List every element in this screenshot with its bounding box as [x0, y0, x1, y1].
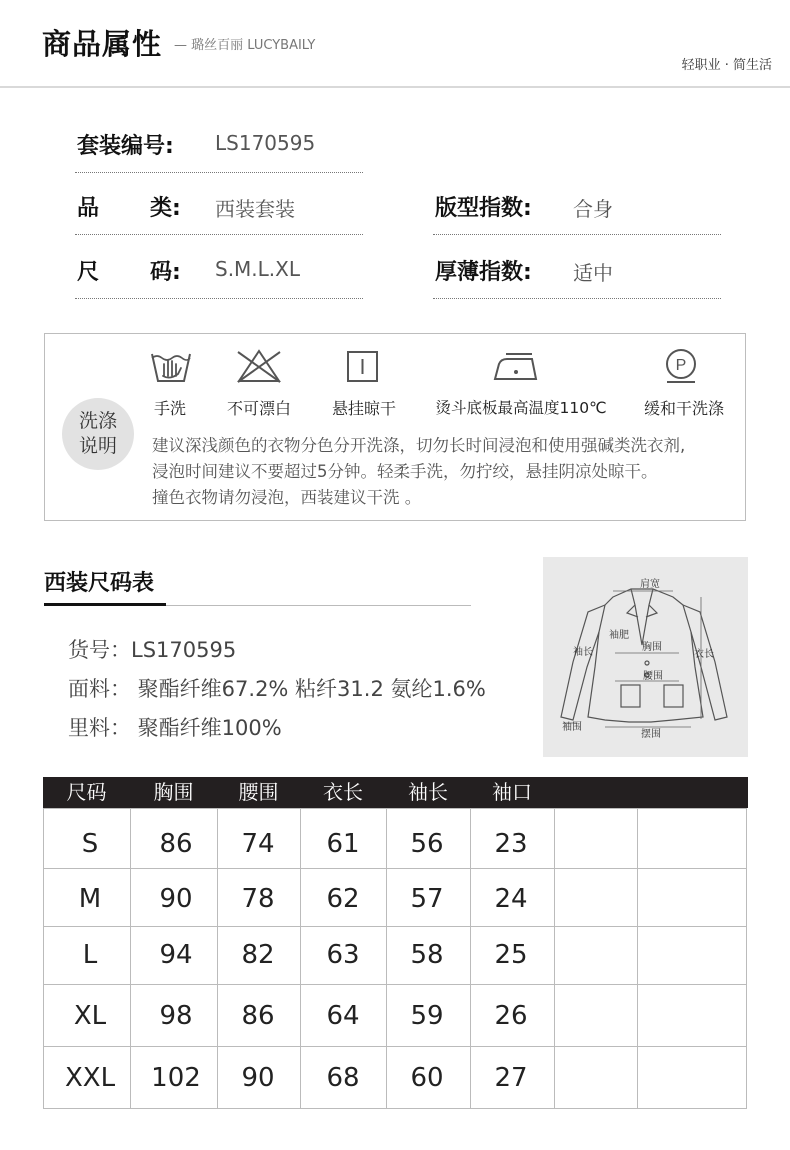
thickness-label: 厚薄指数:: [435, 260, 532, 285]
table-cell: 63: [326, 940, 360, 970]
table-cell: L: [82, 940, 98, 970]
size-table-body: [43, 808, 747, 1109]
table-cell: 82: [241, 940, 275, 970]
column-divider: [300, 809, 301, 1108]
divider-dotted: [433, 234, 721, 235]
fabric-composition: 面料： 聚酯纤维67.2% 粘纤31.2 氨纶1.6%: [68, 677, 486, 701]
measurement-diagram: [543, 557, 748, 757]
iron-label: 烫斗底板最高温度110℃: [435, 399, 607, 417]
table-cell: 98: [159, 1001, 193, 1031]
category-label-a: 品: [77, 196, 100, 221]
header-cuff: 袖口: [492, 780, 532, 804]
table-cell: 27: [494, 1063, 528, 1093]
header-waist: 腰围: [238, 780, 279, 804]
column-divider: [637, 809, 638, 1108]
diagram-label-shoulder: 肩宽: [640, 579, 660, 590]
size-chart-title: 西装尺码表: [44, 571, 155, 596]
column-divider: [130, 809, 131, 1108]
table-cell: 74: [241, 829, 275, 859]
svg-text:P: P: [675, 357, 687, 374]
diagram-label-sleeve-length: 袖长: [573, 647, 593, 658]
table-cell: 26: [494, 1001, 528, 1031]
header-size: 尺码: [66, 780, 107, 804]
title-underline: [44, 603, 166, 606]
table-cell: 94: [159, 940, 193, 970]
hang-dry-label: 悬挂晾干: [331, 399, 397, 418]
diagram-label-hem: 摆围: [641, 729, 661, 740]
wash-note-line: 建议深浅颜色的衣物分色分开洗涤，切勿长时间浸泡和使用强碱类洗衣剂,: [152, 436, 686, 455]
title-rule: [166, 605, 471, 606]
table-cell: 61: [326, 829, 360, 859]
table-cell: 24: [494, 884, 528, 914]
column-divider: [554, 809, 555, 1108]
diagram-label-waist: 腰围: [643, 671, 663, 682]
table-cell: 64: [326, 1001, 360, 1031]
table-cell: 102: [151, 1063, 201, 1093]
lining-composition: 里料： 聚酯纤维100%: [68, 716, 282, 740]
table-cell: XL: [73, 1001, 107, 1031]
table-cell: 90: [159, 884, 193, 914]
category-label-b: 类:: [150, 196, 181, 221]
diagram-label-sleeve-width: 袖肥: [609, 630, 629, 641]
table-cell: 78: [241, 884, 275, 914]
gentle-dry-clean-icon: [664, 348, 698, 384]
table-cell: M: [78, 884, 102, 914]
code-label: 套装编号:: [77, 134, 174, 159]
table-cell: 62: [326, 884, 360, 914]
column-divider: [470, 809, 471, 1108]
header-chest: 胸围: [153, 780, 194, 804]
wash-title-line2: 说明: [78, 435, 117, 457]
table-cell: 23: [494, 829, 528, 859]
page-title: 商品属性: [42, 27, 163, 61]
table-cell: 68: [326, 1063, 360, 1093]
category-value: 西装套装: [215, 197, 295, 221]
wash-title-line1: 洗涤: [78, 410, 117, 432]
row-divider: [44, 984, 746, 985]
diagram-label-length: 衣长: [694, 649, 714, 660]
table-cell: 57: [410, 884, 444, 914]
wash-title-badge: [62, 398, 134, 470]
no-bleach-label: 不可漂白: [226, 399, 292, 418]
size-value: S.M.L.XL: [215, 257, 301, 281]
row-divider: [44, 1046, 746, 1047]
size-label-b: 码:: [150, 260, 181, 285]
header-length: 衣长: [323, 780, 363, 804]
column-divider: [217, 809, 218, 1108]
diagram-label-cuff: 袖围: [562, 722, 582, 733]
row-divider: [44, 926, 746, 927]
wash-note-line: 撞色衣物请勿浸泡，西装建议干洗 。: [152, 488, 422, 507]
divider-dotted: [75, 172, 363, 173]
thickness-value: 适中: [573, 261, 613, 285]
hang-dry-icon: [346, 350, 380, 384]
gentle-dry-clean-label: 缓和干洗涤: [643, 399, 725, 418]
table-cell: 59: [410, 1001, 444, 1031]
size-table-header: [43, 777, 748, 808]
iron-icon: [492, 350, 540, 382]
divider-dotted: [75, 234, 363, 235]
no-bleach-icon: [235, 348, 283, 384]
fit-label: 版型指数:: [435, 196, 532, 221]
item-number: 货号：LS170595: [68, 638, 237, 662]
table-cell: 86: [241, 1001, 275, 1031]
hand-wash-icon: [150, 348, 192, 384]
hand-wash-label: 手洗: [153, 399, 187, 418]
jacket-sketch: [543, 557, 748, 757]
table-cell: XXL: [64, 1063, 116, 1093]
column-divider: [386, 809, 387, 1108]
divider-dotted: [433, 298, 721, 299]
code-value: LS170595: [215, 131, 316, 155]
header-divider: [0, 86, 790, 88]
table-cell: 56: [410, 829, 444, 859]
table-cell: 25: [494, 940, 528, 970]
wash-note-line: 浸泡时间建议不要超过5分钟。轻柔手洗，勿拧绞，悬挂阴凉处晾干。: [152, 462, 658, 481]
brand-tagline: 轻职业 · 简生活: [681, 58, 772, 73]
table-cell: 90: [241, 1063, 275, 1093]
row-divider: [44, 868, 746, 869]
diagram-label-chest: 胸围: [642, 642, 662, 653]
header-sleeve-length: 袖长: [408, 780, 448, 804]
table-cell: 60: [410, 1063, 444, 1093]
table-cell: S: [81, 829, 99, 859]
size-label-a: 尺: [77, 260, 100, 285]
table-cell: 86: [159, 829, 193, 859]
table-cell: 58: [410, 940, 444, 970]
brand-subtitle: — 璐丝百丽 LUCYBAILY: [174, 38, 316, 53]
fit-value: 合身: [573, 197, 613, 221]
divider-dotted: [75, 298, 363, 299]
